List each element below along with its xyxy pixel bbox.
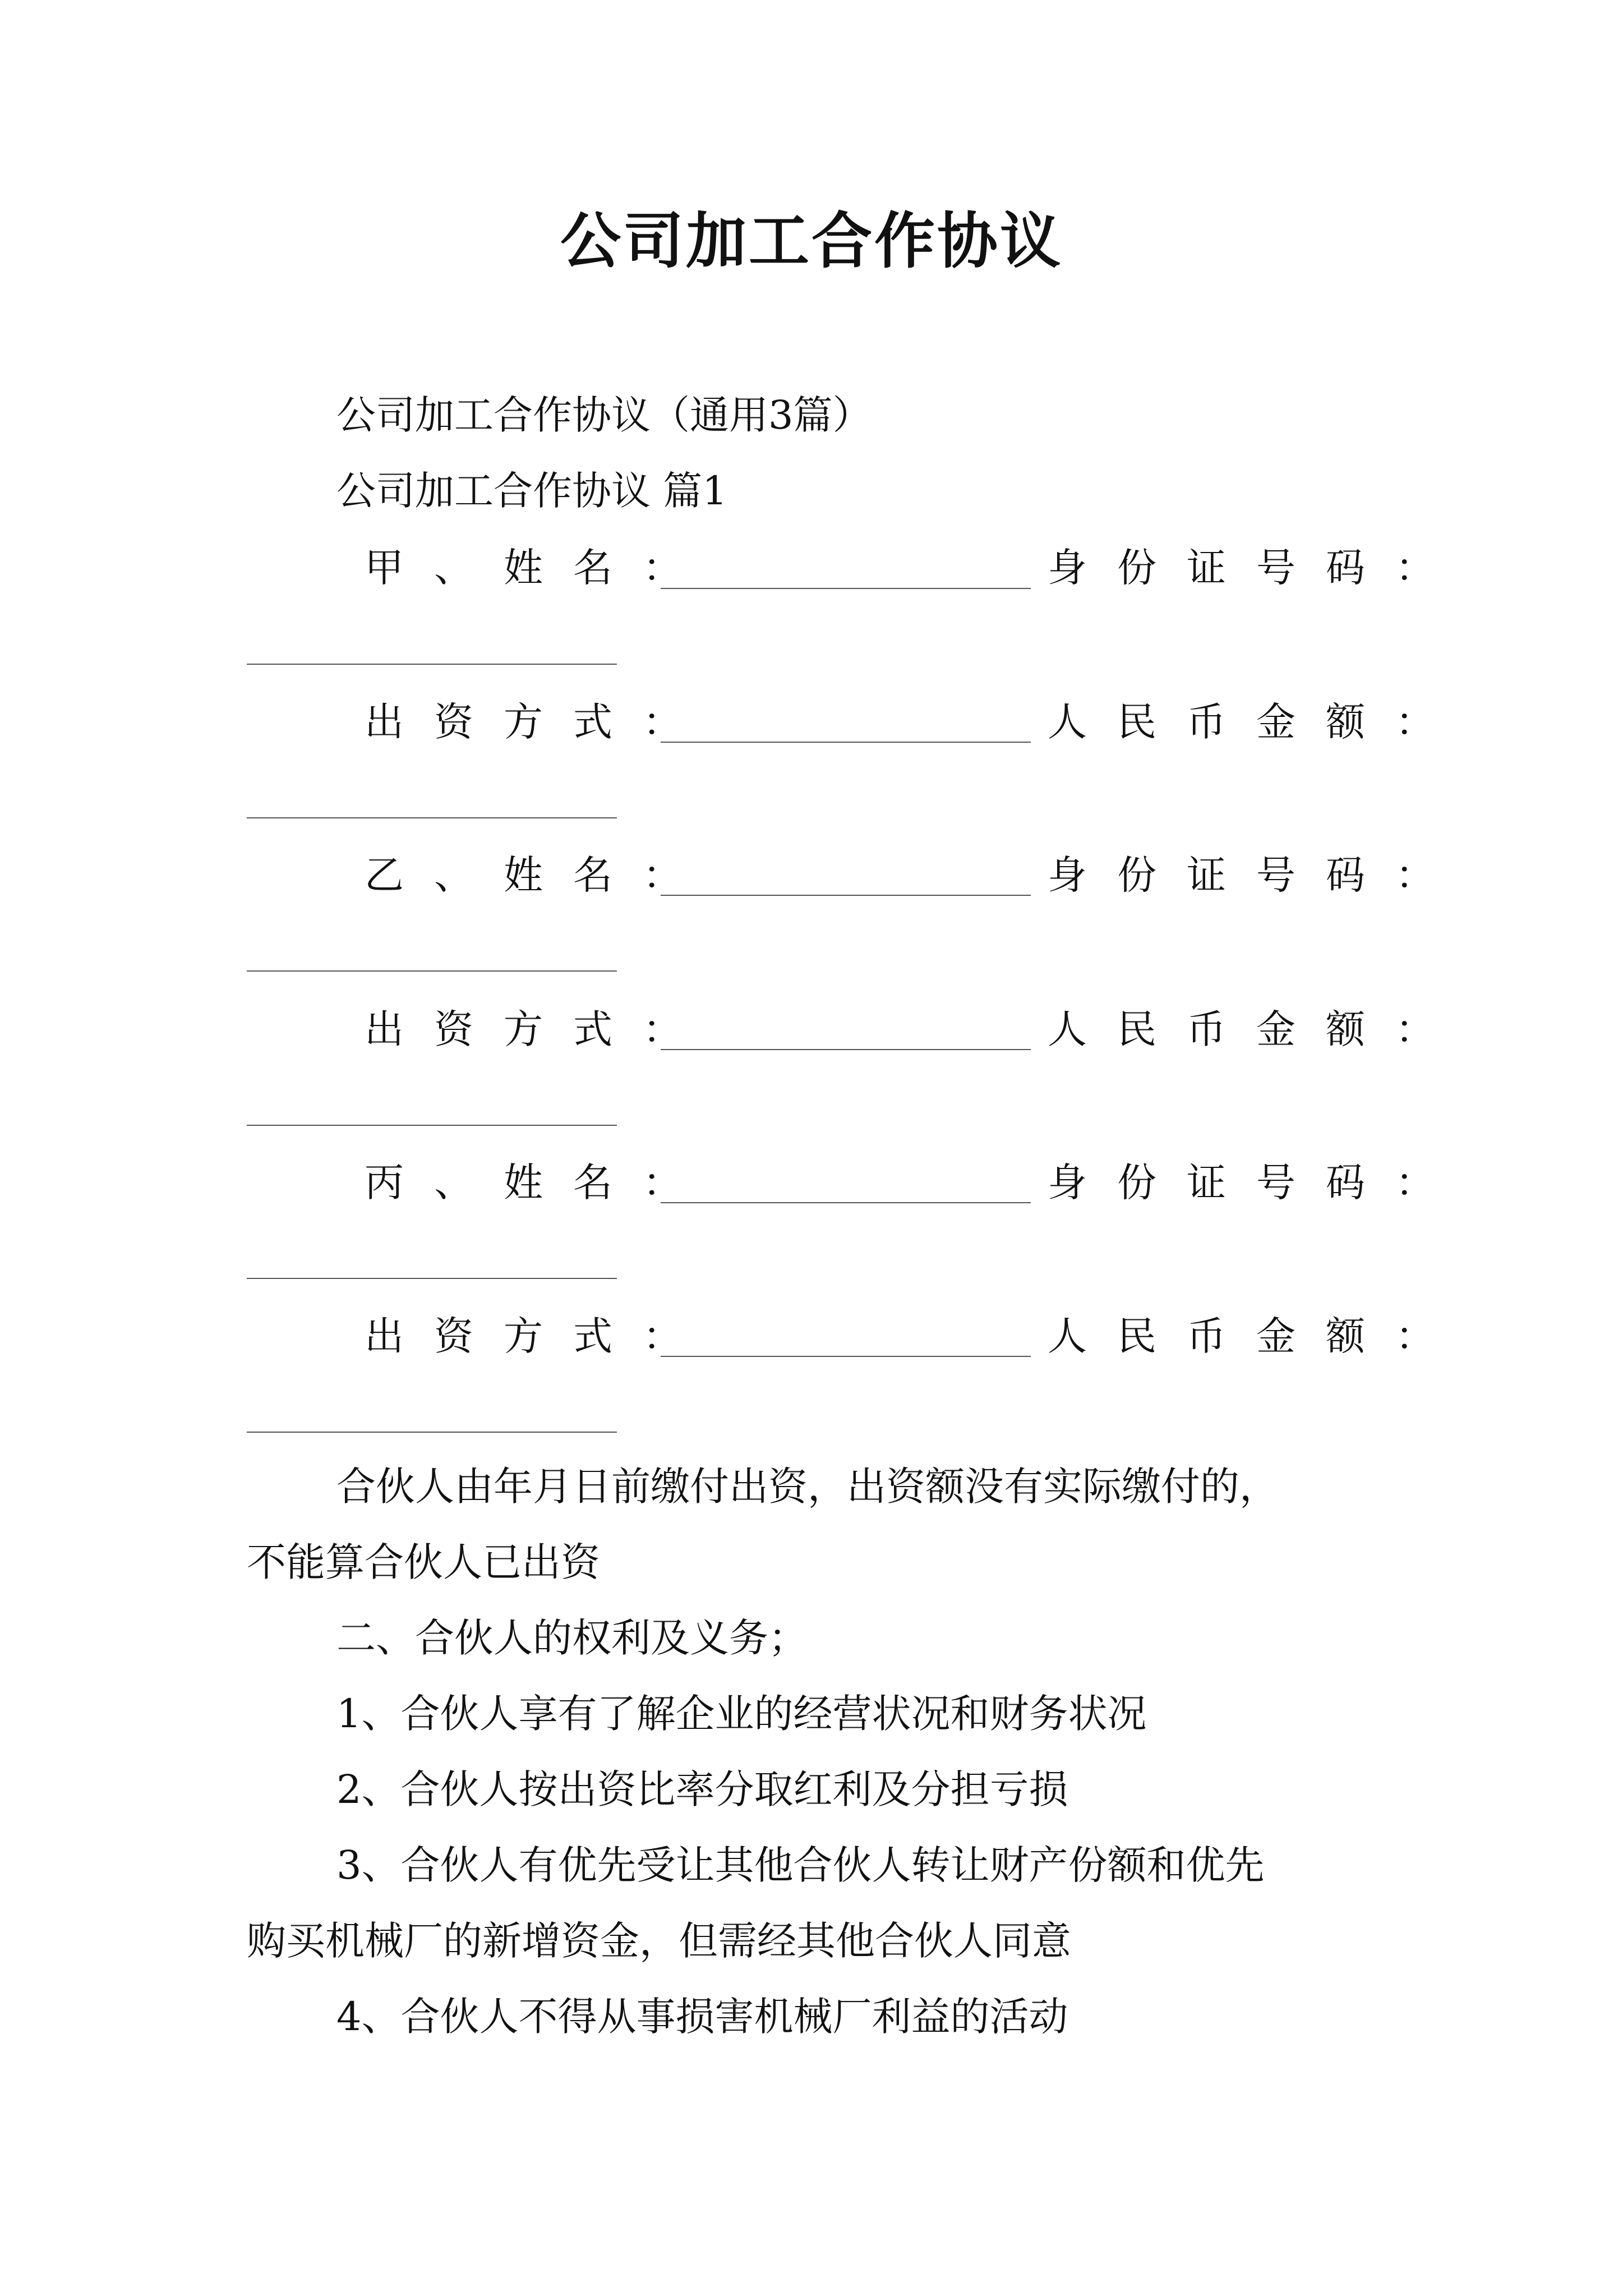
party-b-contribution-blank xyxy=(661,1049,1031,1050)
paragraph-line: 合伙人由年月日前缴付出资，出资额没有实际缴付的， xyxy=(336,1464,1279,1510)
party-c-contribution-blank xyxy=(661,1356,1031,1357)
party-c-contribution-label: 出资方式： xyxy=(365,1313,712,1359)
document-subtitle: 公司加工合作协议（通用3篇） xyxy=(336,392,872,438)
party-c-id-label: 身份证号码： xyxy=(1048,1159,1465,1205)
party-c-id-blank xyxy=(247,1278,617,1279)
party-c-name-blank xyxy=(661,1202,1031,1203)
party-b-name-blank xyxy=(661,895,1031,896)
section-heading: 公司加工合作协议 篇1 xyxy=(336,468,727,514)
party-a-name-label: 甲、姓名： xyxy=(365,545,712,591)
party-b-amount-label: 人民币金额： xyxy=(1048,1006,1465,1052)
section-rights-heading: 二、合伙人的权利及义务； xyxy=(336,1615,808,1661)
clause-4: 4、合伙人不得从事损害机械厂利益的活动 xyxy=(336,1994,1068,2040)
party-c-amount-label: 人民币金额： xyxy=(1048,1313,1465,1359)
party-b-name-label: 乙、姓名： xyxy=(365,852,712,898)
party-a-id-label: 身份证号码： xyxy=(1048,545,1465,591)
clause-2: 2、合伙人按出资比率分取红利及分担亏损 xyxy=(336,1766,1068,1812)
paragraph-line: 不能算合伙人已出资 xyxy=(247,1539,600,1585)
party-b-contribution-label: 出资方式： xyxy=(365,1006,712,1052)
party-a-amount-label: 人民币金额： xyxy=(1048,699,1465,745)
party-a-contribution-label: 出资方式： xyxy=(365,699,712,745)
clause-1: 1、合伙人享有了解企业的经营状况和财务状况 xyxy=(336,1691,1147,1737)
party-a-name-blank xyxy=(661,588,1031,589)
party-b-id-label: 身份证号码： xyxy=(1048,852,1465,898)
party-b-amount-blank xyxy=(247,1125,617,1126)
paragraph-line: 购买机械厂的新增资金，但需经其他合伙人同意 xyxy=(247,1918,1071,1964)
party-c-name-label: 丙、姓名： xyxy=(365,1159,712,1205)
party-c-amount-blank xyxy=(247,1432,617,1433)
party-a-contribution-blank xyxy=(661,742,1031,743)
party-a-id-blank xyxy=(247,664,617,665)
paragraph-line: 3、合伙人有优先受让其他合伙人转让财产份额和优先 xyxy=(336,1842,1265,1888)
page-title: 公司加工合作协议 xyxy=(560,206,1063,277)
party-b-id-blank xyxy=(247,970,617,972)
party-a-amount-blank xyxy=(247,817,617,818)
